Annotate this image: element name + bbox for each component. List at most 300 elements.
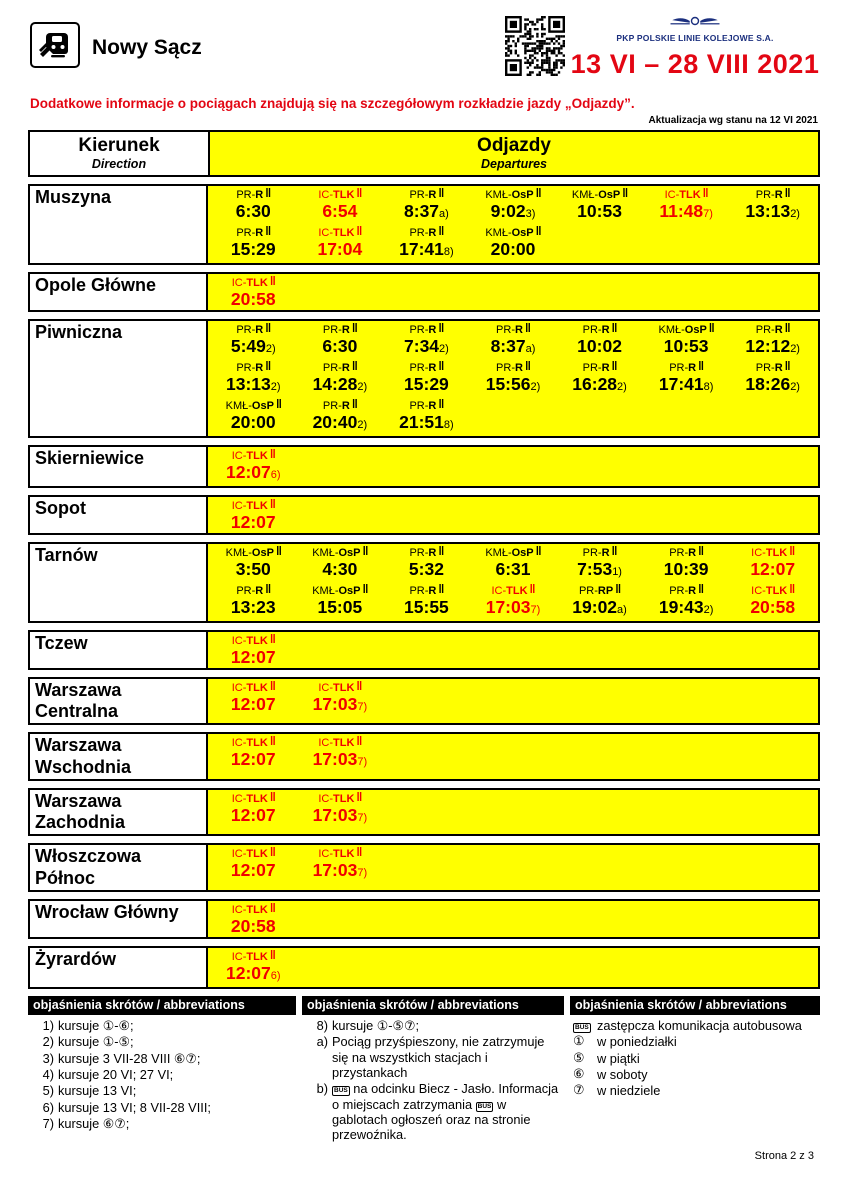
departure-entry	[383, 545, 470, 582]
departure-entry	[210, 846, 297, 883]
legend-item-text: w soboty	[597, 1066, 648, 1082]
departure-entry	[297, 187, 384, 224]
departure-time: 8:37a)	[404, 201, 449, 221]
footnote-marker: 2)	[790, 343, 800, 355]
train-category-prefix: PR-	[669, 362, 689, 374]
legend-item	[302, 1081, 564, 1142]
train-category-prefix: PR-	[669, 547, 689, 559]
departure-entry	[210, 187, 297, 224]
train-category-suffix: OsP	[511, 547, 534, 559]
departure-entry	[210, 448, 297, 485]
departure-time: 12:07	[230, 860, 276, 881]
bike-carriage-icon: ‖	[611, 321, 617, 335]
train-category-suffix: OsP	[684, 324, 707, 336]
train-category-prefix: IC-	[231, 635, 247, 647]
train-type-label	[643, 583, 730, 597]
bike-carriage-icon: ‖	[269, 632, 275, 646]
train-category-prefix: PR-	[236, 362, 256, 374]
departure-entry	[210, 949, 297, 986]
train-category-prefix: PR-	[409, 585, 429, 597]
train-type-label	[729, 583, 816, 597]
legend-item-key: ①	[573, 1034, 585, 1050]
train-category-suffix: R	[428, 189, 437, 201]
bike-carriage-icon: ‖	[269, 734, 275, 749]
legend-item-text: Pociąg przyśpieszony, nie zatrzymuje się na wszystkich stacjach i przystankach	[332, 1034, 545, 1080]
train-category-suffix: OsP	[598, 189, 621, 201]
departure-entry	[210, 902, 297, 936]
update-status: Aktualizacja wg stanu na 12 VI 2021	[648, 115, 818, 126]
train-category-suffix: TLK	[246, 903, 268, 916]
departure-time: 20:58	[750, 597, 796, 617]
footnote-marker: a)	[617, 604, 627, 616]
train-category-prefix: PR-	[322, 400, 342, 412]
train-category-prefix: PR-	[755, 362, 775, 374]
station-row	[28, 843, 820, 891]
train-category-prefix: PR-	[409, 189, 429, 201]
departure-entry	[729, 187, 816, 224]
train-type-label	[729, 322, 816, 336]
departure-time: 17:037)	[312, 749, 368, 770]
departure-entry	[210, 633, 297, 667]
train-type-label	[556, 583, 643, 597]
train-type-label	[210, 498, 297, 512]
departure-time: 10:39	[663, 559, 709, 579]
departures-label-en: Departures	[481, 157, 547, 171]
departures-grid	[208, 901, 818, 937]
train-category-suffix: TLK	[333, 682, 355, 694]
departure-entry	[729, 322, 816, 359]
train-category-prefix: IC-	[751, 547, 766, 559]
footnote-marker: 2)	[790, 208, 800, 220]
train-type-label	[556, 187, 643, 201]
bike-carriage-icon: ‖	[269, 679, 275, 693]
footnote-marker: a)	[439, 208, 449, 220]
validity-period: 13 VI – 28 VIII 2021	[570, 49, 820, 79]
train-category-prefix: PR-	[578, 585, 598, 597]
train-category-suffix: R	[601, 324, 610, 336]
train-category-suffix: TLK	[333, 737, 355, 750]
departure-time: 12:076)	[226, 462, 281, 482]
bike-carriage-icon: ‖	[708, 321, 714, 335]
bike-carriage-icon: ‖	[351, 397, 357, 411]
departure-time: 15:562)	[485, 374, 541, 394]
bike-carriage-icon: ‖	[438, 186, 444, 200]
bike-carriage-icon: ‖	[524, 359, 530, 373]
train-category-prefix: PR-	[582, 362, 602, 374]
train-type-label	[297, 583, 384, 597]
departure-entry	[297, 791, 384, 828]
departure-entry	[297, 225, 384, 262]
train-type-label	[729, 187, 816, 201]
train-category-suffix: R	[428, 362, 437, 374]
departure-time: 12:07	[750, 559, 796, 579]
bike-carriage-icon: ‖	[702, 186, 708, 200]
timetable-page	[28, 0, 820, 1190]
legend-item-key: 8)	[316, 1017, 328, 1033]
train-category-prefix: IC-	[318, 792, 333, 805]
footnote-marker: 8)	[703, 381, 714, 393]
train-category-prefix: IC-	[664, 189, 680, 201]
train-category-prefix: KMŁ-	[485, 227, 512, 239]
departure-time: 6:30	[235, 201, 271, 221]
legend-item-key: a)	[316, 1034, 328, 1050]
train-category-prefix: IC-	[231, 450, 247, 462]
train-type-label	[210, 398, 297, 412]
train-category-suffix: R	[774, 189, 783, 201]
train-category-prefix: IC-	[318, 227, 333, 239]
legend-item	[28, 1100, 296, 1115]
legend-item-text: zastępcza komunikacja autobusowa	[597, 1017, 802, 1033]
departure-entry	[297, 680, 384, 717]
bike-carriage-icon: ‖	[362, 582, 368, 596]
train-type-label	[297, 398, 384, 412]
direction-column-header	[30, 132, 210, 175]
departure-time: 10:53	[663, 336, 709, 356]
departures-grid	[208, 632, 818, 668]
departures-grid	[208, 186, 818, 263]
train-category-prefix: KMŁ-	[658, 324, 685, 336]
train-category-suffix: R	[255, 362, 264, 374]
departure-entry	[729, 545, 816, 582]
bike-carriage-icon: ‖	[438, 321, 444, 335]
train-category-prefix: IC-	[318, 848, 333, 861]
train-type-label	[729, 360, 816, 374]
train-type-label	[297, 225, 384, 239]
train-category-prefix: KMŁ-	[225, 400, 252, 412]
train-category-prefix: IC-	[231, 848, 247, 861]
footnote-marker: 7)	[357, 867, 368, 880]
departure-entry	[297, 322, 384, 359]
departure-time: 17:037)	[312, 694, 368, 714]
station-name: Skierniewice	[30, 447, 208, 486]
bike-carriage-icon: ‖	[789, 544, 795, 558]
train-category-suffix: TLK	[333, 792, 355, 805]
direction-label-en: Direction	[91, 157, 147, 171]
departure-time: 12:07	[230, 512, 276, 532]
station-row	[28, 542, 820, 623]
legend-header: objaśnienia skrótów / abbreviations	[570, 996, 820, 1015]
train-type-label	[556, 360, 643, 374]
legend-item-key: 6)	[42, 1099, 54, 1115]
timetable-rows	[28, 184, 820, 989]
departure-time: 15:05	[317, 597, 363, 617]
departures-label-pl: Odjazdy	[477, 135, 551, 156]
train-category-prefix: PR-	[409, 324, 429, 336]
train-type-label	[470, 225, 557, 239]
departure-entry	[470, 583, 557, 620]
departure-time: 12:07	[230, 804, 276, 825]
departure-entry	[383, 583, 470, 620]
footnote-marker: 2)	[357, 419, 368, 431]
departure-entry	[643, 322, 730, 359]
bike-carriage-icon: ‖	[265, 359, 271, 373]
departure-entry	[210, 680, 297, 717]
train-category-suffix: R	[341, 400, 350, 412]
bike-carriage-icon: ‖	[784, 186, 790, 200]
train-type-label	[556, 545, 643, 559]
departure-entry	[643, 187, 730, 224]
departure-time: 12:122)	[745, 336, 800, 356]
train-type-label	[470, 187, 557, 201]
legend-item	[302, 1034, 564, 1080]
bike-carriage-icon: ‖	[265, 186, 271, 200]
train-category-prefix: IC-	[318, 737, 333, 750]
bike-carriage-icon: ‖	[351, 359, 357, 373]
train-category-suffix: R	[774, 324, 783, 336]
departures-grid	[208, 679, 818, 723]
train-type-label	[556, 322, 643, 336]
departure-time: 13:23	[230, 597, 276, 617]
legend	[28, 996, 820, 1144]
train-category-prefix: IC-	[231, 792, 247, 805]
train-category-prefix: KMŁ-	[312, 547, 339, 559]
station-name: Wrocław Główny	[30, 901, 208, 937]
legend-item	[570, 1067, 820, 1082]
departure-time: 12:076)	[226, 962, 281, 983]
bike-carriage-icon: ‖	[362, 544, 368, 558]
bike-carriage-icon: ‖	[269, 845, 275, 860]
station-name: Piwniczna	[30, 321, 208, 436]
departure-entry	[729, 360, 816, 397]
departure-time: 15:29	[404, 374, 449, 394]
train-category-prefix: KMŁ-	[225, 547, 252, 559]
train-category-prefix: PR-	[409, 547, 429, 559]
departure-entry	[556, 583, 643, 620]
departures-column-header	[210, 132, 818, 175]
departure-time: 16:282)	[572, 374, 627, 394]
bike-carriage-icon: ‖	[269, 447, 275, 461]
station-name: Tczew	[30, 632, 208, 668]
train-category-prefix: KMŁ-	[485, 547, 512, 559]
train-type-label	[729, 545, 816, 559]
departure-entry	[470, 360, 557, 397]
bike-carriage-icon: ‖	[265, 321, 271, 335]
departure-time: 10:53	[577, 201, 622, 221]
train-category-suffix: R	[601, 547, 610, 559]
departure-entry	[297, 545, 384, 582]
legend-item-text: kursuje 20 VI; 27 VI;	[58, 1066, 174, 1082]
footnote-marker: 2)	[357, 381, 368, 393]
bike-carriage-icon: ‖	[611, 544, 617, 558]
bike-carriage-icon: ‖	[698, 582, 704, 596]
bike-carriage-icon: ‖	[269, 274, 275, 288]
bike-carriage-icon: ‖	[698, 359, 704, 373]
train-category-suffix: TLK	[333, 189, 355, 201]
train-category-suffix: R	[255, 227, 264, 239]
train-type-label	[210, 360, 297, 374]
station-row	[28, 184, 820, 265]
footnote-marker: 2)	[439, 343, 449, 355]
train-category-prefix: PR-	[496, 324, 515, 336]
departure-time: 20:00	[490, 239, 536, 259]
train-category-prefix: PR-	[409, 400, 429, 412]
train-category-prefix: IC-	[231, 277, 247, 289]
page-number: Strona 2 z 3	[754, 1150, 814, 1162]
train-type-label	[470, 545, 557, 559]
departure-time: 5:32	[408, 559, 444, 579]
departure-time: 13:132)	[226, 374, 281, 394]
legend-item	[28, 1034, 296, 1049]
train-category-suffix: R	[774, 362, 783, 374]
train-category-prefix: IC-	[318, 189, 333, 201]
departure-time: 4:30	[322, 559, 358, 579]
train-type-label	[383, 398, 470, 412]
train-category-prefix: PR-	[582, 324, 602, 336]
train-type-label	[470, 360, 557, 374]
direction-label-pl: Kierunek	[78, 135, 160, 156]
departure-time: 17:418)	[658, 374, 714, 394]
bike-carriage-icon: ‖	[438, 359, 444, 373]
departure-time: 6:30	[322, 336, 358, 356]
train-category-suffix: R	[341, 362, 350, 374]
departure-time: 17:037)	[485, 597, 541, 617]
station-row	[28, 946, 820, 989]
train-category-suffix: R	[428, 547, 437, 559]
departure-entry	[383, 360, 470, 397]
departure-entry	[383, 322, 470, 359]
train-category-suffix: TLK	[246, 635, 268, 647]
train-category-suffix: R	[255, 585, 264, 597]
departure-time: 5:492)	[230, 336, 276, 356]
bike-carriage-icon: ‖	[269, 900, 275, 915]
train-category-suffix: RP	[597, 585, 614, 597]
departures-grid	[208, 274, 818, 310]
train-category-suffix: R	[428, 400, 437, 412]
station-row	[28, 495, 820, 535]
legend-item-text: kursuje 13 VI;	[58, 1083, 137, 1099]
train-category-suffix: R	[255, 324, 264, 336]
departure-time: 3:50	[235, 559, 271, 579]
footnote-marker: 2)	[270, 381, 281, 393]
footnote-marker: 7)	[530, 604, 541, 616]
train-type-label	[210, 545, 297, 559]
departure-time: 17:037)	[312, 804, 368, 825]
train-category-suffix: TLK	[679, 189, 701, 201]
train-type-label	[383, 322, 470, 336]
legend-item-key: 7)	[42, 1115, 54, 1131]
footnote-marker: 7)	[703, 208, 713, 220]
bike-carriage-icon: ‖	[356, 224, 362, 238]
train-type-label	[210, 680, 297, 694]
departure-time: 6:31	[495, 559, 531, 579]
bike-carriage-icon: ‖	[356, 186, 362, 200]
legend-item	[28, 1116, 296, 1131]
footnote-marker: 6)	[270, 969, 281, 982]
train-category-suffix: R	[428, 585, 437, 597]
departure-time: 20:00	[230, 412, 276, 432]
train-category-suffix: OsP	[338, 547, 361, 559]
departure-time: 14:282)	[312, 374, 368, 394]
bus-icon: BUS	[575, 1023, 589, 1031]
departure-entry	[383, 398, 470, 435]
departure-entry	[297, 398, 384, 435]
train-category-prefix: PR-	[236, 227, 256, 239]
bike-carriage-icon: ‖	[275, 397, 281, 411]
station-name: Żyrardów	[30, 948, 208, 987]
train-category-prefix: PR-	[409, 362, 429, 374]
departure-time: 10:02	[577, 336, 622, 356]
train-category-suffix: R	[428, 227, 437, 239]
legend-item-text: BUS na odcinku Biecz - Jasło. Informacja o miejscach zatrzymania BUS w gablotach ogłoszeń oraz na stronie przewoźnika.	[332, 1081, 559, 1143]
train-type-label	[297, 322, 384, 336]
legend-item-text: kursuje ⑥⑦;	[58, 1115, 130, 1131]
departure-time: 13:132)	[745, 201, 800, 221]
legend-column	[28, 996, 296, 1144]
bike-carriage-icon: ‖	[698, 544, 704, 558]
footnote-marker: 7)	[357, 701, 368, 713]
bike-carriage-icon: ‖	[438, 397, 444, 411]
legend-column	[302, 996, 564, 1144]
bike-carriage-icon: ‖	[438, 224, 444, 238]
departure-time: 15:29	[230, 239, 276, 259]
legend-item-key	[570, 1018, 597, 1033]
train-category-prefix: IC-	[231, 682, 247, 694]
departure-entry	[210, 322, 297, 359]
station-name: Warszawa Wschodnia	[30, 734, 208, 778]
train-icon-glyph	[38, 30, 72, 60]
train-category-suffix: TLK	[765, 585, 788, 597]
footnote-marker: 8)	[443, 246, 454, 258]
departure-entry	[470, 322, 557, 359]
departure-entry	[210, 498, 297, 532]
station-name: Tarnów	[30, 544, 208, 621]
departure-time: 20:402)	[312, 412, 368, 432]
bike-carriage-icon: ‖	[269, 497, 275, 511]
train-type-label	[643, 322, 730, 336]
train-type-label	[210, 791, 297, 805]
bus-icon: BUS	[477, 1102, 492, 1110]
departure-entry	[643, 545, 730, 582]
train-type-label	[297, 680, 384, 694]
departure-time: 15:55	[404, 597, 449, 617]
station-row	[28, 445, 820, 488]
train-category-suffix: R	[255, 189, 264, 201]
train-category-suffix: OsP	[251, 547, 274, 559]
departure-time: 17:418)	[399, 239, 454, 259]
departure-time: 21:518)	[399, 412, 454, 432]
train-type-label	[297, 187, 384, 201]
legend-item-key: 2)	[42, 1034, 54, 1050]
legend-item-text: w niedziele	[597, 1083, 661, 1099]
bike-carriage-icon: ‖	[265, 224, 271, 238]
legend-item-key: ⑦	[573, 1083, 585, 1099]
legend-item-key: ⑥	[573, 1066, 585, 1082]
station-name: Warszawa Zachodnia	[30, 790, 208, 834]
legend-item	[28, 1083, 296, 1098]
departure-time: 6:54	[322, 201, 358, 221]
departure-entry	[470, 545, 557, 582]
page-title: Nowy Sącz	[92, 36, 202, 59]
station-row	[28, 677, 820, 725]
departure-entry	[556, 360, 643, 397]
train-category-prefix: PR-	[409, 227, 429, 239]
departure-time: 12:07	[230, 694, 276, 714]
train-type-label	[210, 902, 297, 916]
departure-time: 20:58	[230, 915, 276, 936]
train-category-prefix: IC-	[318, 682, 333, 694]
departures-grid	[208, 544, 818, 621]
departure-time: 19:432)	[658, 597, 714, 617]
departure-entry	[383, 187, 470, 224]
bike-carriage-icon: ‖	[784, 359, 790, 373]
train-category-suffix: TLK	[246, 450, 268, 462]
departure-time: 19:02a)	[572, 597, 627, 617]
header-right-block	[570, 14, 820, 80]
station-name: Sopot	[30, 497, 208, 533]
departure-entry	[297, 583, 384, 620]
train-type-label	[210, 949, 297, 963]
train-category-prefix: KMŁ-	[485, 189, 512, 201]
